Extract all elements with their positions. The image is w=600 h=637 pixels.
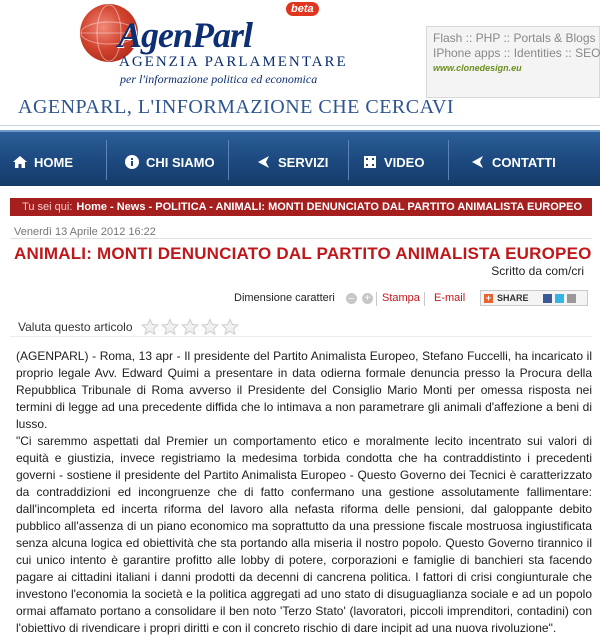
home-icon — [12, 154, 28, 170]
logo-title[interactable]: AgenParl — [118, 15, 253, 55]
article-title[interactable]: ANIMALI: MONTI DENUNCIATO DAL PARTITO ANIMALISTA EUROPEO — [14, 244, 592, 263]
nav-label: SERVIZI — [278, 154, 329, 170]
star-icon[interactable] — [161, 318, 179, 336]
star-icon[interactable] — [201, 318, 219, 336]
rating-stars[interactable] — [141, 318, 241, 336]
services-icon — [256, 154, 272, 170]
print-link[interactable]: Stampa — [382, 292, 420, 304]
share-button[interactable] — [480, 290, 588, 306]
nav-item-chi-siamo[interactable] — [124, 152, 215, 172]
article-author: Scritto da com/cri — [491, 264, 584, 278]
ad-line-2: IPhone apps :: Identities :: SEO — [433, 46, 600, 60]
nav-separator — [228, 140, 229, 180]
main-nav — [0, 130, 600, 186]
share-label: SHARE — [497, 293, 529, 303]
twitter-icon — [555, 294, 564, 303]
site-tagline: AGENPARL, L'INFORMAZIONE CHE CERCAVI — [18, 96, 455, 118]
rating-label: Valuta questo articolo — [18, 320, 133, 334]
font-increase-button[interactable]: + — [362, 293, 373, 304]
nav-label: CHI SIAMO — [146, 154, 215, 170]
article-date: Venerdì 13 Aprile 2012 16:22 — [14, 226, 156, 238]
rating-row — [18, 318, 241, 336]
logo-subtitle: AGENZIA PARLAMENTARE — [119, 54, 348, 70]
divider — [10, 238, 592, 239]
nav-item-contatti[interactable] — [470, 152, 556, 172]
article-toolbar — [10, 290, 592, 308]
email-share-icon — [567, 294, 576, 303]
nav-item-video[interactable] — [362, 152, 424, 172]
star-icon[interactable] — [141, 318, 159, 336]
breadcrumb-path[interactable]: Home - News - POLITICA - ANIMALI: MONTI DENUNCIATO DAL PARTITO ANIMALISTA EUROPEO — [76, 201, 582, 213]
facebook-icon — [543, 294, 552, 303]
nav-label: HOME — [34, 154, 73, 170]
nav-label: CONTATTI — [492, 154, 556, 170]
article-paragraph: "Ci saremmo aspettati dal Premier un comportamento etico e moralmente lecito incentrato sui valori di equità e giustizia, invece registriamo la medesima torbida condotta che ha contraddistinto i precedenti governi - sostiene il presidente del Partito Animalista Europeo - Questo Governo dei Tecnici è caratterizzato da contraddizioni ed incongruenze che di fatto confermano una gestione assolutamente fallimentare: dall'incompleta ed incerta riforma del lavoro alla nefasta riforma delle pensioni, dal galoppante debito pubblico all'assenza di un piano economico ma soprattutto da una pressione fiscale mostruosa ingiustificata senza alcuna logica ed obiettività che sta portando alla miseria il nostro popolo. Questo Governo tirannico il cui unico intento è garantire profitto alle lobby di potere, corporazioni e famiglie di banchieri sta facendo pagare ai cittadini italiani i danni prodotti da decenni di cancrena politica. I fattori di crisi congiunturale che investono l'economia la società e la politica aggregati ad uno stato di disuguaglianza sociale e ad un popolo ormai affamato portano a consolidare il ben noto 'Terzo Stato' (lavoratori, piccoli imprenditori, contadini) con l'obiettivo di rivendicare i propri diritti e con il concreto rischio di dare incipit ad una nuova rivoluzione". — [16, 434, 592, 635]
logo-tagline: per l'informazione politica ed economica — [120, 72, 318, 86]
nav-item-home[interactable] — [12, 152, 73, 172]
info-icon — [124, 154, 140, 170]
beta-badge: beta — [286, 2, 319, 16]
font-decrease-button[interactable]: – — [346, 293, 357, 304]
ad-line-1: Flash :: PHP :: Portals & Blogs — [433, 31, 596, 45]
contacts-icon — [470, 154, 486, 170]
breadcrumb — [10, 198, 592, 216]
article-paragraph: (AGENPARL) - Roma, 13 apr - Il presidente del Partito Animalista Europeo, Stefano Fuccelli, ha incaricato il proprio legale Avv. Edward Quimi a presentare in data odierna formale denuncia presso la Procura della Repubblica Tribunale di Roma avverso il Presidente del Consiglio Mario Monti per omessa risposta nei termini di legge ad una precedente diffida che lo intimava a non parametrare gli animali d'affezione a beni di lusso. — [16, 349, 592, 431]
star-icon[interactable] — [181, 318, 199, 336]
nav-separator — [106, 140, 107, 180]
email-link[interactable]: E-mail — [434, 292, 466, 304]
nav-label: VIDEO — [384, 154, 425, 170]
header-divider — [0, 125, 600, 126]
toolbar-divider — [376, 292, 377, 306]
star-icon[interactable] — [221, 318, 239, 336]
nav-item-servizi[interactable] — [256, 152, 328, 172]
video-icon — [362, 154, 378, 170]
toolbar-divider — [424, 292, 425, 306]
ad-url[interactable]: www.clonedesign.eu — [433, 63, 522, 73]
nav-separator — [348, 140, 349, 180]
article-body — [16, 348, 592, 637]
nav-separator — [448, 140, 449, 180]
divider — [10, 336, 592, 337]
font-size-label: Dimensione caratteri — [234, 292, 335, 304]
ad-banner[interactable] — [426, 26, 600, 98]
site-header — [0, 0, 600, 128]
plus-icon: + — [485, 292, 492, 303]
breadcrumb-label: Tu sei qui: — [22, 201, 73, 213]
